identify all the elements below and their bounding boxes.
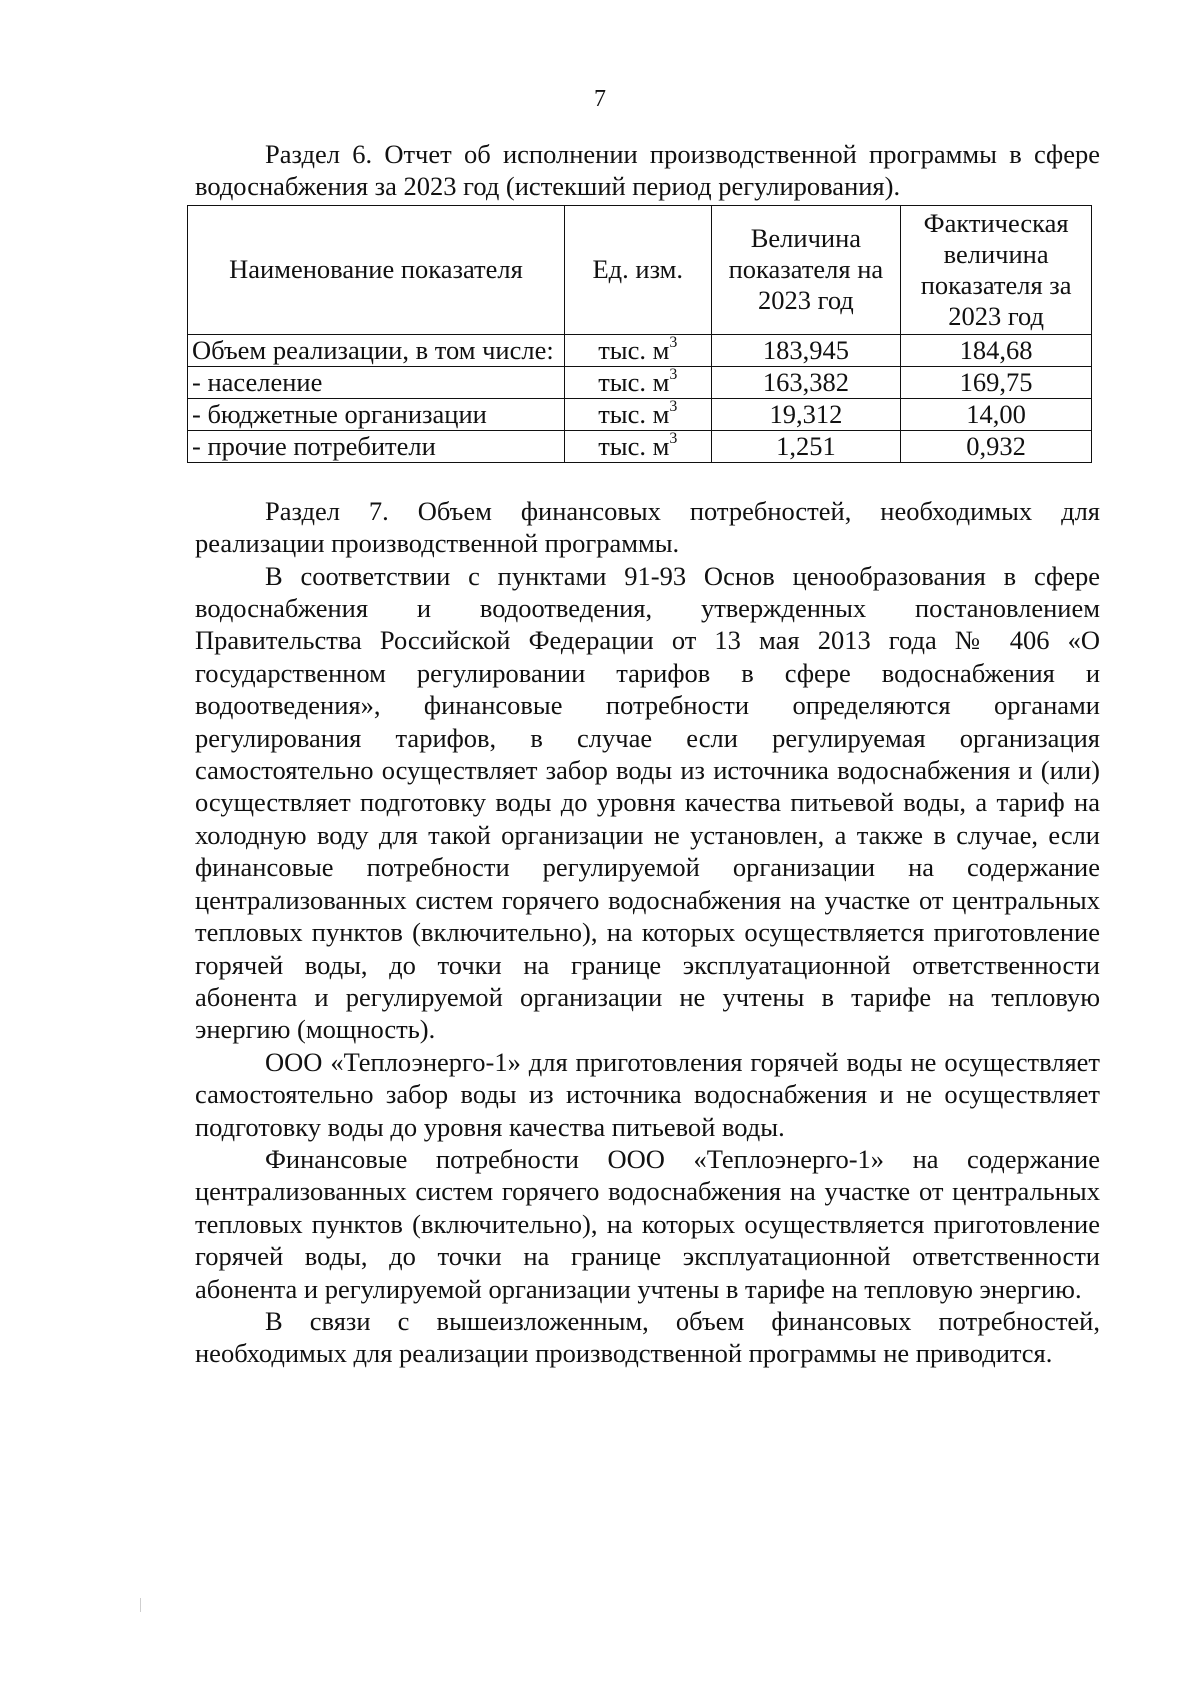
unit-text: тыс. м — [598, 430, 670, 461]
row-unit — [564, 430, 711, 462]
section-7-paragraph: В связи с вышеизложенным, объем финансовых потребностей, необходимых для реализации производственной программы не приводится. — [195, 1305, 1100, 1369]
section-6-title: Раздел 6. Отчет об исполнении производственной программы в сфере водоснабжения за 2023 год (истекший период регулирования). — [195, 139, 1100, 202]
section-7-paragraph: Финансовые потребности ООО «Теплоэнерго-1» на содержание централизованных систем горячего водоснабжения на участке от центральных тепловых пунктов (включительно), на которых осуществляется приготовление горячей воды, до точки на границе эксплуатационной ответственности абонента и регулируемой организации учтены в тарифе на тепловую энергию. — [195, 1143, 1100, 1304]
row-unit — [564, 398, 711, 430]
header-planned-value: Величина показателя на 2023 год — [711, 205, 901, 334]
table-row — [188, 430, 1092, 462]
production-program-report-table — [187, 205, 1092, 463]
row-unit — [564, 366, 711, 398]
unit-text: тыс. м — [598, 398, 670, 429]
scan-artifact — [140, 1598, 141, 1612]
row-indicator-name: - население — [188, 366, 565, 398]
header-actual-value: Фактическая величина показателя за 2023 год — [901, 205, 1092, 334]
header-unit: Ед. изм. — [564, 205, 711, 334]
row-unit — [564, 334, 711, 366]
row-actual-value: 184,68 — [901, 334, 1092, 366]
row-planned-value: 19,312 — [711, 398, 901, 430]
section-7 — [195, 495, 1100, 1370]
row-actual-value: 0,932 — [901, 430, 1092, 462]
section-7-paragraph: В соответствии с пунктами 91-93 Основ ценообразования в сфере водоснабжения и водоотведения, утвержденных постановлением Правительства Российской Федерации от 13 мая 2013 года № 406 «О государственном регулировании тарифов в сфере водоснабжения и водоотведения», финансовые потребности определяются органами регулирования тарифов, в случае если регулируемая организация самостоятельно осуществляет забор воды из источника водоснабжения и (или) осуществляет подготовку воды до уровня качества питьевой воды, а тариф на холодную воду для такой организации не установлен, а также в случае, если финансовые потребности регулируемой организации на содержание централизованных систем горячего водоснабжения на участке от центральных тепловых пунктов (включительно), на которых осуществляется приготовление горячей воды, до точки на границе эксплуатационной ответственности абонента и регулируемой организации не учтены в тарифе на тепловую энергию (мощность). — [195, 560, 1100, 1045]
table-row — [188, 334, 1092, 366]
page-number: 7 — [594, 86, 606, 112]
row-planned-value: 163,382 — [711, 366, 901, 398]
unit-superscript: 3 — [669, 333, 678, 351]
table-header-row — [188, 205, 1092, 334]
unit-superscript: 3 — [669, 365, 678, 383]
unit-superscript: 3 — [669, 429, 678, 447]
row-planned-value: 183,945 — [711, 334, 901, 366]
unit-superscript: 3 — [669, 397, 678, 415]
table-row — [188, 398, 1092, 430]
header-indicator-name: Наименование показателя — [188, 205, 565, 334]
unit-text: тыс. м — [598, 366, 670, 397]
row-indicator-name: - бюджетные организации — [188, 398, 565, 430]
row-indicator-name: - прочие потребители — [188, 430, 565, 462]
unit-text: тыс. м — [598, 334, 670, 365]
row-actual-value: 14,00 — [901, 398, 1092, 430]
section-7-title: Раздел 7. Объем финансовых потребностей, необходимых для реализации производственной программы. — [195, 495, 1100, 559]
section-7-paragraph: ООО «Теплоэнерго-1» для приготовления горячей воды не осуществляет самостоятельно забор воды из источника водоснабжения и не осуществляет подготовку воды до уровня качества питьевой воды. — [195, 1046, 1100, 1142]
row-actual-value: 169,75 — [901, 366, 1092, 398]
table-row — [188, 366, 1092, 398]
row-planned-value: 1,251 — [711, 430, 901, 462]
document-body — [192, 138, 1100, 1370]
row-indicator-name: Объем реализации, в том числе: — [188, 334, 565, 366]
